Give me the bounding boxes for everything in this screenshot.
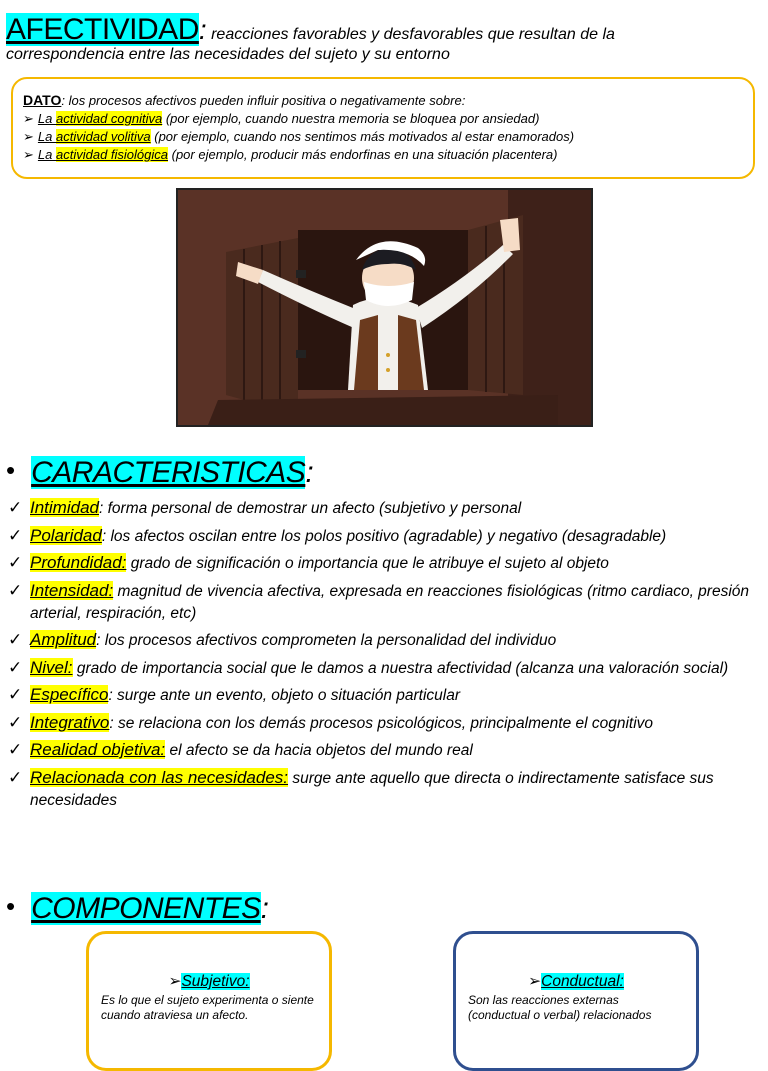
characteristics-colon: : [305,456,314,489]
page-header [6,12,756,64]
dato-label: DATO [23,92,62,108]
characteristic-item [8,629,763,652]
characteristic-item [8,767,763,812]
check-icon: ✓ [8,630,23,649]
characteristics-title: CARACTERISTICAS [31,456,306,489]
characteristic-sep: : [96,632,101,649]
characteristic-desc: se relaciona con los demás procesos psicológicos, principalmente el cognitivo [113,714,654,732]
characteristic-term: Intimidad [30,498,99,517]
check-icon: ✓ [8,580,23,600]
characteristic-desc: el afecto se da hacia objetos del mundo real [165,742,473,759]
characteristic-item [8,684,763,707]
dato-item-lead: La [37,111,56,126]
heading-bullet: • [6,455,16,485]
characteristic-term: Amplitud [30,630,97,649]
dato-item-term: actividad volitiva [55,129,151,144]
characteristics-heading [6,452,314,491]
dato-item-lead: La [37,129,56,144]
arrow-bullet-icon: ➢ [23,147,34,162]
component-name: Subjetivo: [181,973,250,990]
component-name: Conductual: [541,973,624,990]
arrow-bullet-icon: ➢ [23,129,34,144]
dato-item [23,146,743,164]
dato-box [11,77,755,179]
components-heading [6,888,269,927]
characteristic-desc: los procesos afectivos comprometen la personalidad del individuo [100,632,557,649]
illustration-svg [178,190,591,425]
check-icon: ✓ [8,525,23,545]
component-subjetivo-box [86,931,332,1071]
characteristic-desc: grado de significación o importancia que le atribuye el sujeto al objeto [126,555,609,572]
characteristic-desc: magnitud de vivencia afectiva, expresada en reacciones fisiológicas (ritmo cardiaco, presión arterial, respiración, etc) [30,582,750,622]
characteristic-desc: forma personal de demostrar un afecto (subjetivo y personal [103,500,522,517]
characteristic-item [8,657,763,680]
characteristic-sep: : [101,527,107,545]
intro-text-line2: correspondencia entre las necesidades del sujeto y su entorno [6,46,450,63]
dato-item [23,110,743,128]
component-title [101,974,317,989]
characteristic-sep: : [98,500,104,517]
arrow-bullet-icon: ➢ [23,111,34,126]
heading-bullet: • [6,891,16,921]
characteristic-desc: grado de importancia social que le damos a nuestra afectividad (alcanza una valoración social) [72,659,729,677]
characteristic-item [8,552,763,575]
dato-item [23,128,743,146]
characteristic-sep: : [109,714,114,732]
dato-heading [23,91,743,110]
dato-item-term: actividad cognitiva [55,111,163,126]
characteristic-item [8,712,763,735]
dato-item-rest: (por ejemplo, cuando nuestra memoria se bloquea por ansiedad) [162,111,540,126]
check-icon: ✓ [8,498,23,517]
dato-item-rest: (por ejemplo, producir más endorfinas en una situación placentera) [168,147,558,162]
dato-item-rest: (por ejemplo, cuando nos sentimos más motivados al estar enamorados) [150,129,575,144]
illustration-image [176,188,593,427]
component-text: Son las reacciones externas (conductual o verbal) relacionados [468,993,652,1022]
characteristic-item [8,497,763,520]
characteristic-term: Relacionada con las necesidades: [30,767,289,787]
dato-item-lead: La [37,147,56,162]
characteristic-item [8,739,763,762]
component-text: Es lo que el sujeto experimenta o siente cuando atraviesa un afecto. [101,993,314,1022]
intro-text-line1: reacciones favorables y desfavorables que resultan de la [211,26,615,43]
check-icon: ✓ [8,657,23,677]
check-icon: ✓ [8,740,23,759]
characteristic-desc: surge ante aquello que directa o indirectamente satisface sus necesidades [30,769,714,809]
components-colon: : [260,892,269,925]
title-colon: : [198,14,207,45]
dato-list [23,110,743,164]
arrow-bullet-icon: ➢ [528,973,542,990]
arrow-bullet-icon: ➢ [168,973,182,990]
check-icon: ✓ [8,685,23,704]
dato-intro: : los procesos afectivos pueden influir positiva o negativamente sobre: [61,93,466,108]
dato-item-term: actividad fisiológica [55,147,168,162]
characteristic-item [8,580,763,625]
check-icon: ✓ [8,553,23,572]
characteristic-term: Intensidad: [30,580,114,600]
characteristic-term: Integrativo [30,712,110,732]
characteristic-desc: surge ante un evento, objeto o situación particular [112,687,461,704]
components-title: COMPONENTES [31,892,261,925]
component-title [468,974,684,989]
characteristic-term: Realidad objetiva: [30,740,166,759]
check-icon: ✓ [8,712,23,732]
characteristic-term: Nivel: [30,657,73,677]
characteristic-term: Específico [30,685,109,704]
check-icon: ✓ [8,767,23,787]
characteristic-term: Profundidad: [30,553,127,572]
characteristic-item [8,525,763,548]
characteristic-term: Polaridad [30,525,102,545]
component-conductual-box [453,931,699,1071]
characteristics-list [8,497,763,816]
characteristic-sep: : [108,687,113,704]
characteristic-desc: los afectos oscilan entre los polos positivo (agradable) y negativo (desagradable) [106,527,667,545]
main-title: AFECTIVIDAD [6,13,199,46]
